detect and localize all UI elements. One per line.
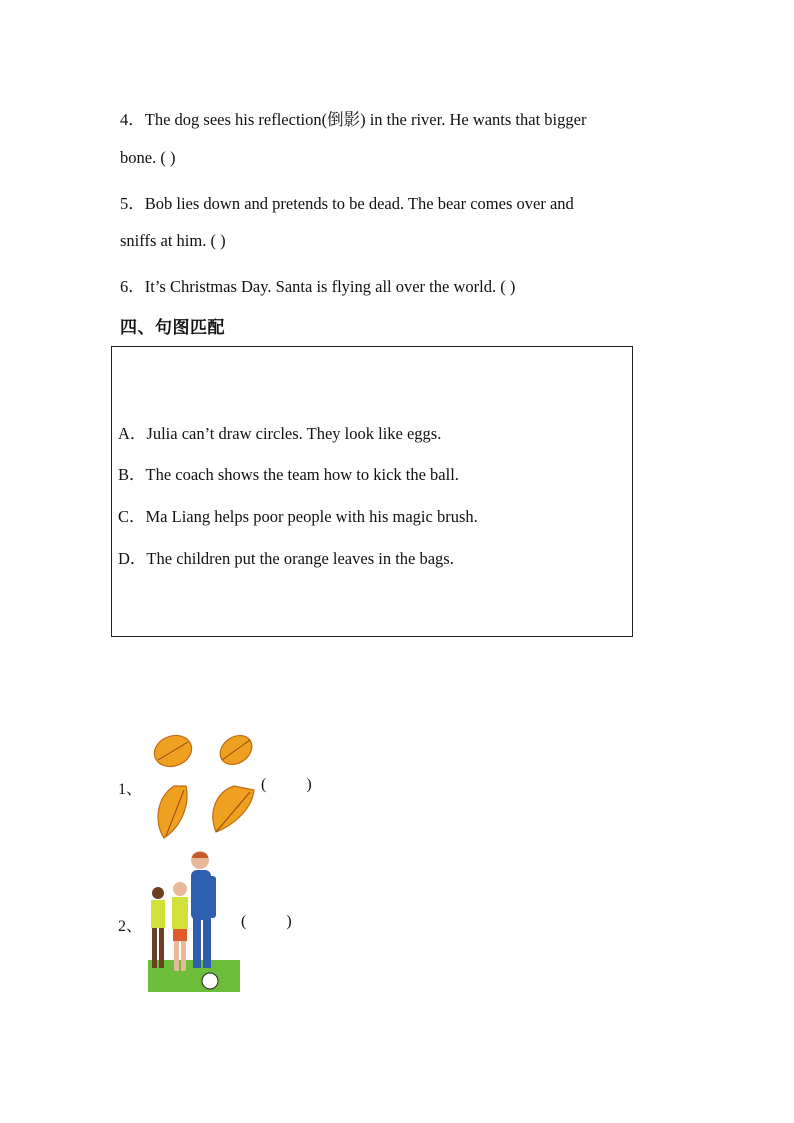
question-line-5a: 5．Bob lies down and pretends to be dead. The bear comes over and — [120, 194, 574, 213]
options-box — [111, 346, 633, 637]
match-item-1-blank[interactable]: ( ) — [261, 776, 312, 793]
option-c: C．Ma Liang helps poor people with his magic brush. — [118, 507, 478, 526]
question-line-5b: sniffs at him. ( ) — [120, 231, 226, 250]
match-item-2-number: 2、 — [118, 918, 143, 935]
match-item-1-number: 1、 — [118, 781, 143, 798]
question-line-4b: bone. ( ) — [120, 148, 176, 167]
option-a: A．Julia can’t draw circles. They look like eggs. — [118, 424, 442, 443]
option-d: D．The children put the orange leaves in the bags. — [118, 549, 454, 568]
option-b: B．The coach shows the team how to kick the ball. — [118, 465, 459, 484]
question-line-6: 6．It’s Christmas Day. Santa is flying all over the world. ( ) — [120, 277, 516, 296]
autumn-leaves-icon — [146, 728, 261, 843]
question-line-4a: 4．The dog sees his reflection(倒影) in the river. He wants that bigger — [120, 110, 587, 129]
match-item-2-blank[interactable]: ( ) — [241, 913, 292, 930]
section-heading: 四、句图匹配 — [120, 318, 225, 338]
coach-with-children-icon — [146, 848, 242, 993]
